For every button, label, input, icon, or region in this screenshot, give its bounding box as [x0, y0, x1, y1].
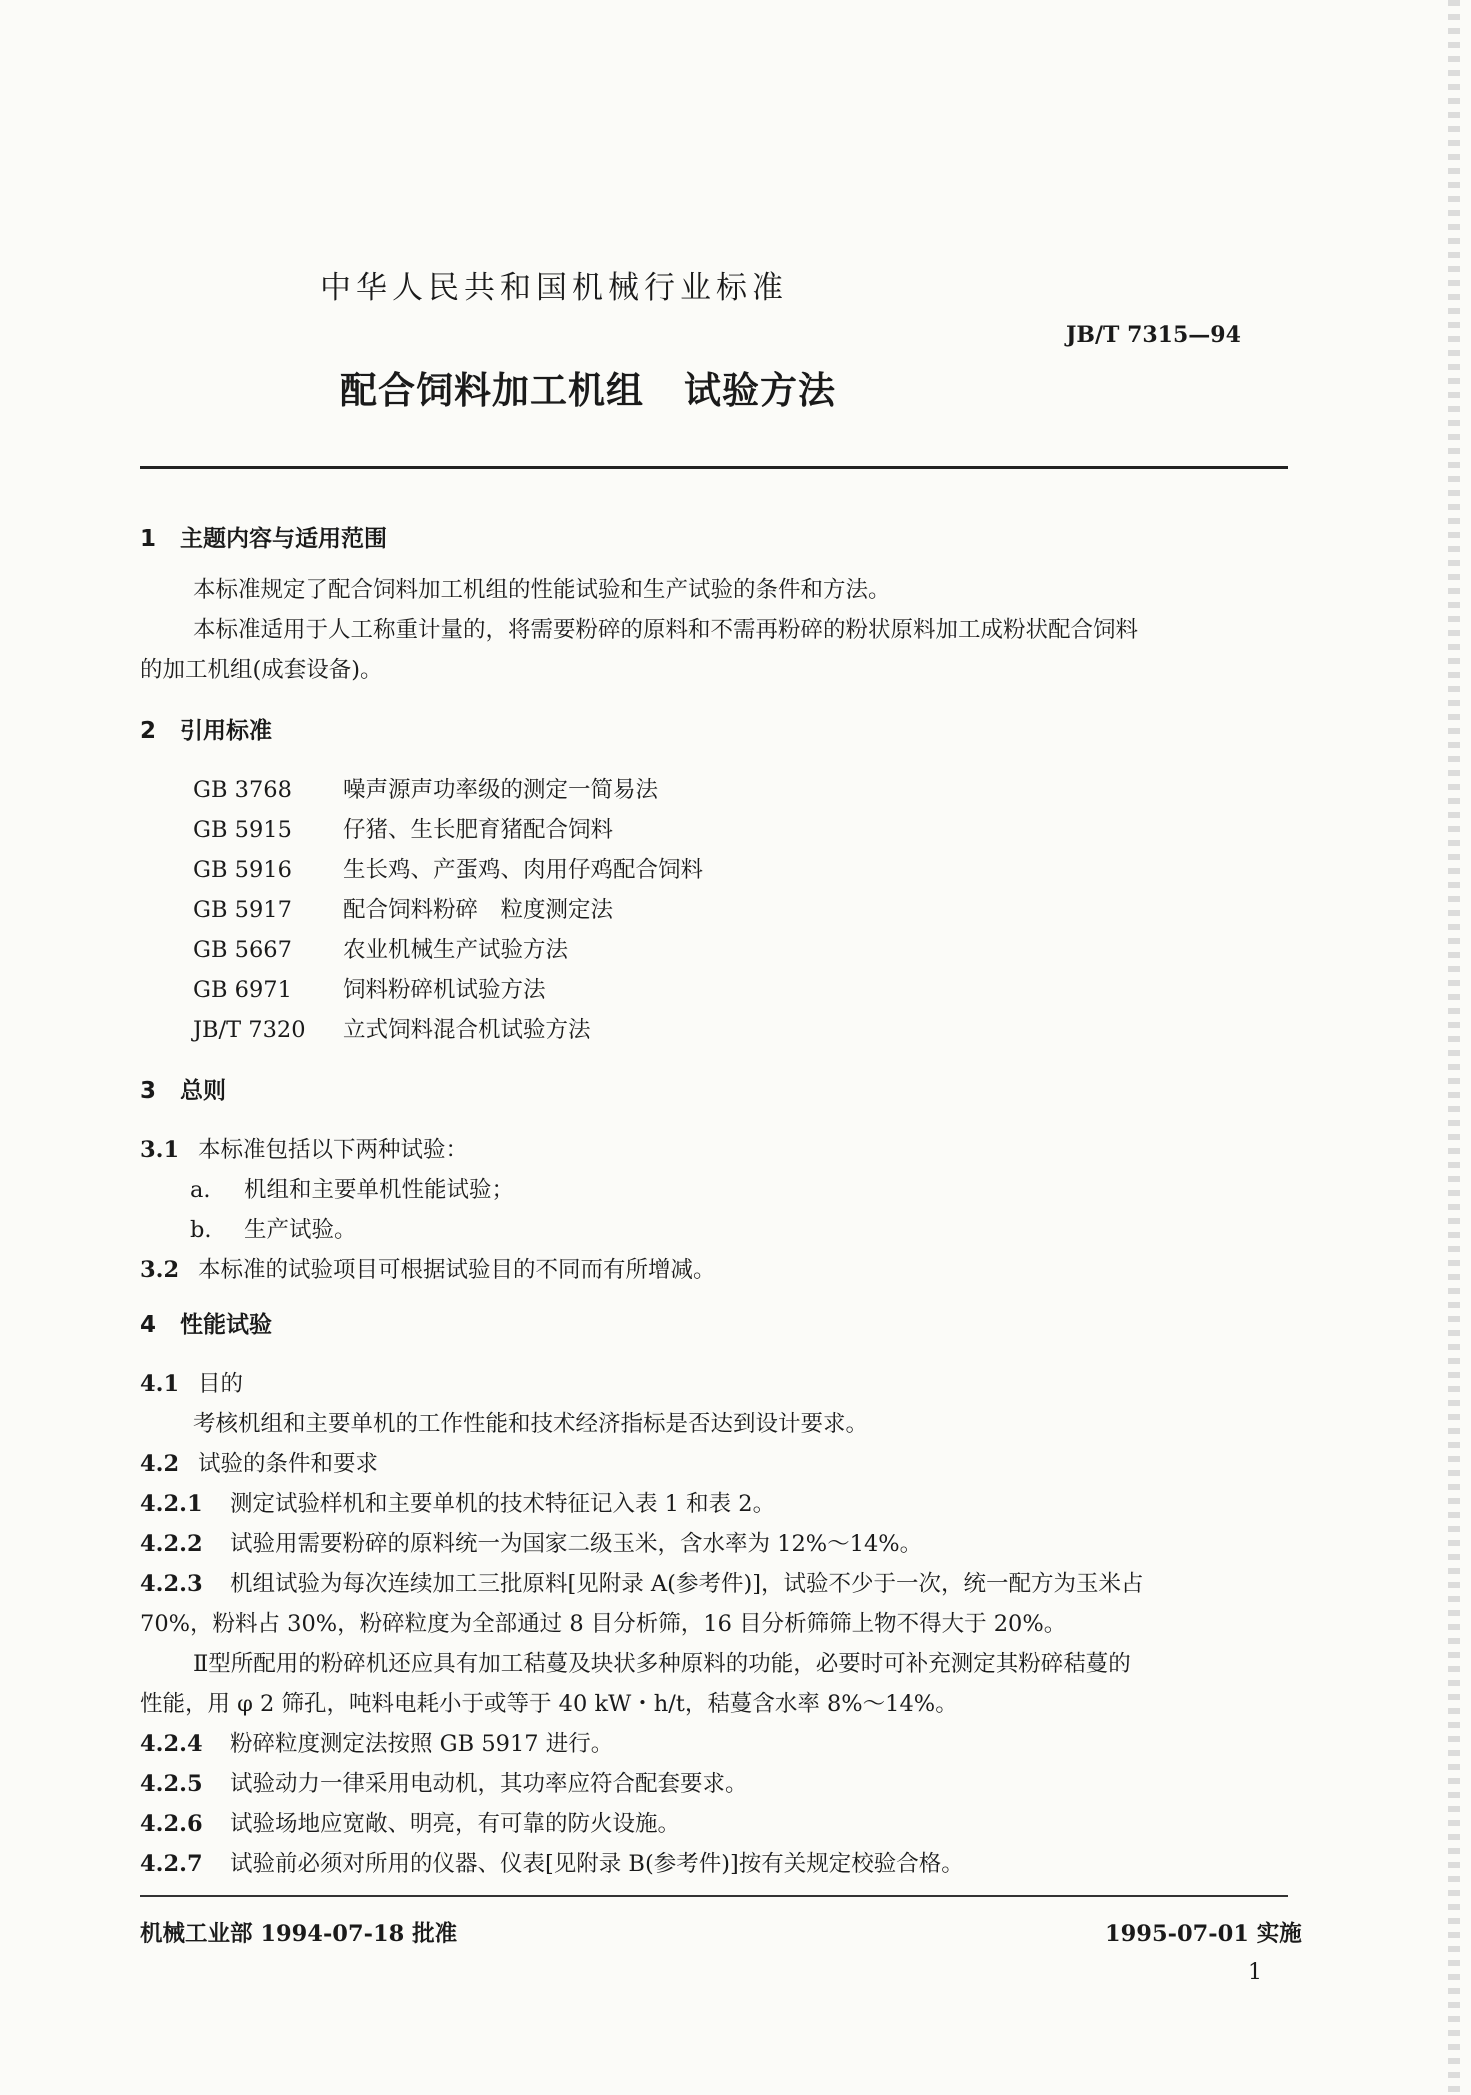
ref-item: GB 5915 仔猪、生长肥育猪配合饲料 [193, 817, 614, 843]
clause-4-2-7: 4.2.7 试验前必须对所用的仪器、仪表[见附录 B(参考件)]按有关规定校验合格。 [140, 1851, 964, 1877]
title-main: 配合饲料加工机组 [340, 369, 644, 412]
standard-org: 中华人民共和国机械行业标准 [320, 270, 788, 306]
clause-4-2-1: 4.2.1 测定试验样机和主要单机的技术特征记入表 1 和表 2。 [140, 1491, 776, 1517]
title-sub: 试验方法 [684, 369, 836, 412]
scan-edge [1448, 0, 1460, 2095]
section-4-heading: 4 性能试验 [140, 1312, 272, 1338]
clause-4-2-3-line-2: 70%，粉料占 30%，粉碎粒度为全部通过 8 目分析筛，16 目分析筛筛上物不得大于 20%。 [140, 1611, 1067, 1637]
clause-4-1: 4.1 目的 [140, 1371, 244, 1397]
section-2-heading: 2 引用标准 [140, 718, 272, 744]
ref-item: GB 6971 饲料粉碎机试验方法 [193, 977, 546, 1003]
clause-4-2-6: 4.2.6 试验场地应宽敞、明亮，有可靠的防火设施。 [140, 1811, 681, 1837]
clause-4-2-4: 4.2.4 粉碎粒度测定法按照 GB 5917 进行。 [140, 1731, 614, 1757]
effective-date: 1995-07-01 实施 [1105, 1921, 1302, 1947]
section-1-para-2-line-1: 本标准适用于人工称重计量的，将需要粉碎的原料和不需再粉碎的粉状原料加工成粉状配合饲料 [193, 617, 1139, 643]
standard-code: JB/T 7315—94 [1066, 322, 1241, 348]
list-item-a: a. 机组和主要单机性能试验； [190, 1177, 515, 1203]
ref-item: GB 3768 噪声源声功率级的测定一简易法 [193, 777, 659, 803]
clause-4-1-text: 考核机组和主要单机的工作性能和技术经济指标是否达到设计要求。 [193, 1411, 869, 1437]
clause-4-2-2: 4.2.2 试验用需要粉碎的原料统一为国家二级玉米，含水率为 12%～14%。 [140, 1531, 923, 1557]
clause-4-2: 4.2 试验的条件和要求 [140, 1451, 379, 1477]
ref-item: GB 5916 生长鸡、产蛋鸡、肉用仔鸡配合饲料 [193, 857, 704, 883]
ref-item: GB 5917 配合饲料粉碎 粒度测定法 [193, 897, 614, 923]
ref-item: JB/T 7320 立式饲料混合机试验方法 [193, 1017, 591, 1043]
footer-rule [140, 1895, 1288, 1897]
header-rule [140, 466, 1288, 469]
page-number: 1 [1248, 1960, 1262, 1985]
clause-4-2-5: 4.2.5 试验动力一律采用电动机，其功率应符合配套要求。 [140, 1771, 748, 1797]
section-3-heading: 3 总则 [140, 1078, 226, 1104]
section-1-heading: 1 主题内容与适用范围 [140, 526, 387, 552]
clause-4-2-3-para-2-line-2: 性能，用 φ 2 筛孔，吨料电耗小于或等于 40 kW・h/t，秸蔓含水率 8%～14%。 [140, 1691, 958, 1717]
clause-4-2-3-para-2-line-1: Ⅱ型所配用的粉碎机还应具有加工秸蔓及块状多种原料的功能，必要时可补充测定其粉碎秸蔓的 [193, 1651, 1131, 1677]
section-1-para-2-line-2: 的加工机组(成套设备)。 [140, 657, 383, 683]
document-title [340, 360, 836, 414]
section-1-para-1: 本标准规定了配合饲料加工机组的性能试验和生产试验的条件和方法。 [193, 577, 891, 603]
approval-note: 机械工业部 1994-07-18 批准 [140, 1921, 458, 1947]
clause-3-1: 3.1 本标准包括以下两种试验： [140, 1137, 469, 1163]
clause-3-2: 3.2 本标准的试验项目可根据试验目的不同而有所增减。 [140, 1257, 716, 1283]
list-item-b: b. 生产试验。 [190, 1217, 357, 1243]
ref-item: GB 5667 农业机械生产试验方法 [193, 937, 569, 963]
clause-4-2-3-line-1: 4.2.3 机组试验为每次连续加工三批原料[见附录 A(参考件)]，试验不少于一次，统一配方为玉米占 [140, 1571, 1144, 1597]
